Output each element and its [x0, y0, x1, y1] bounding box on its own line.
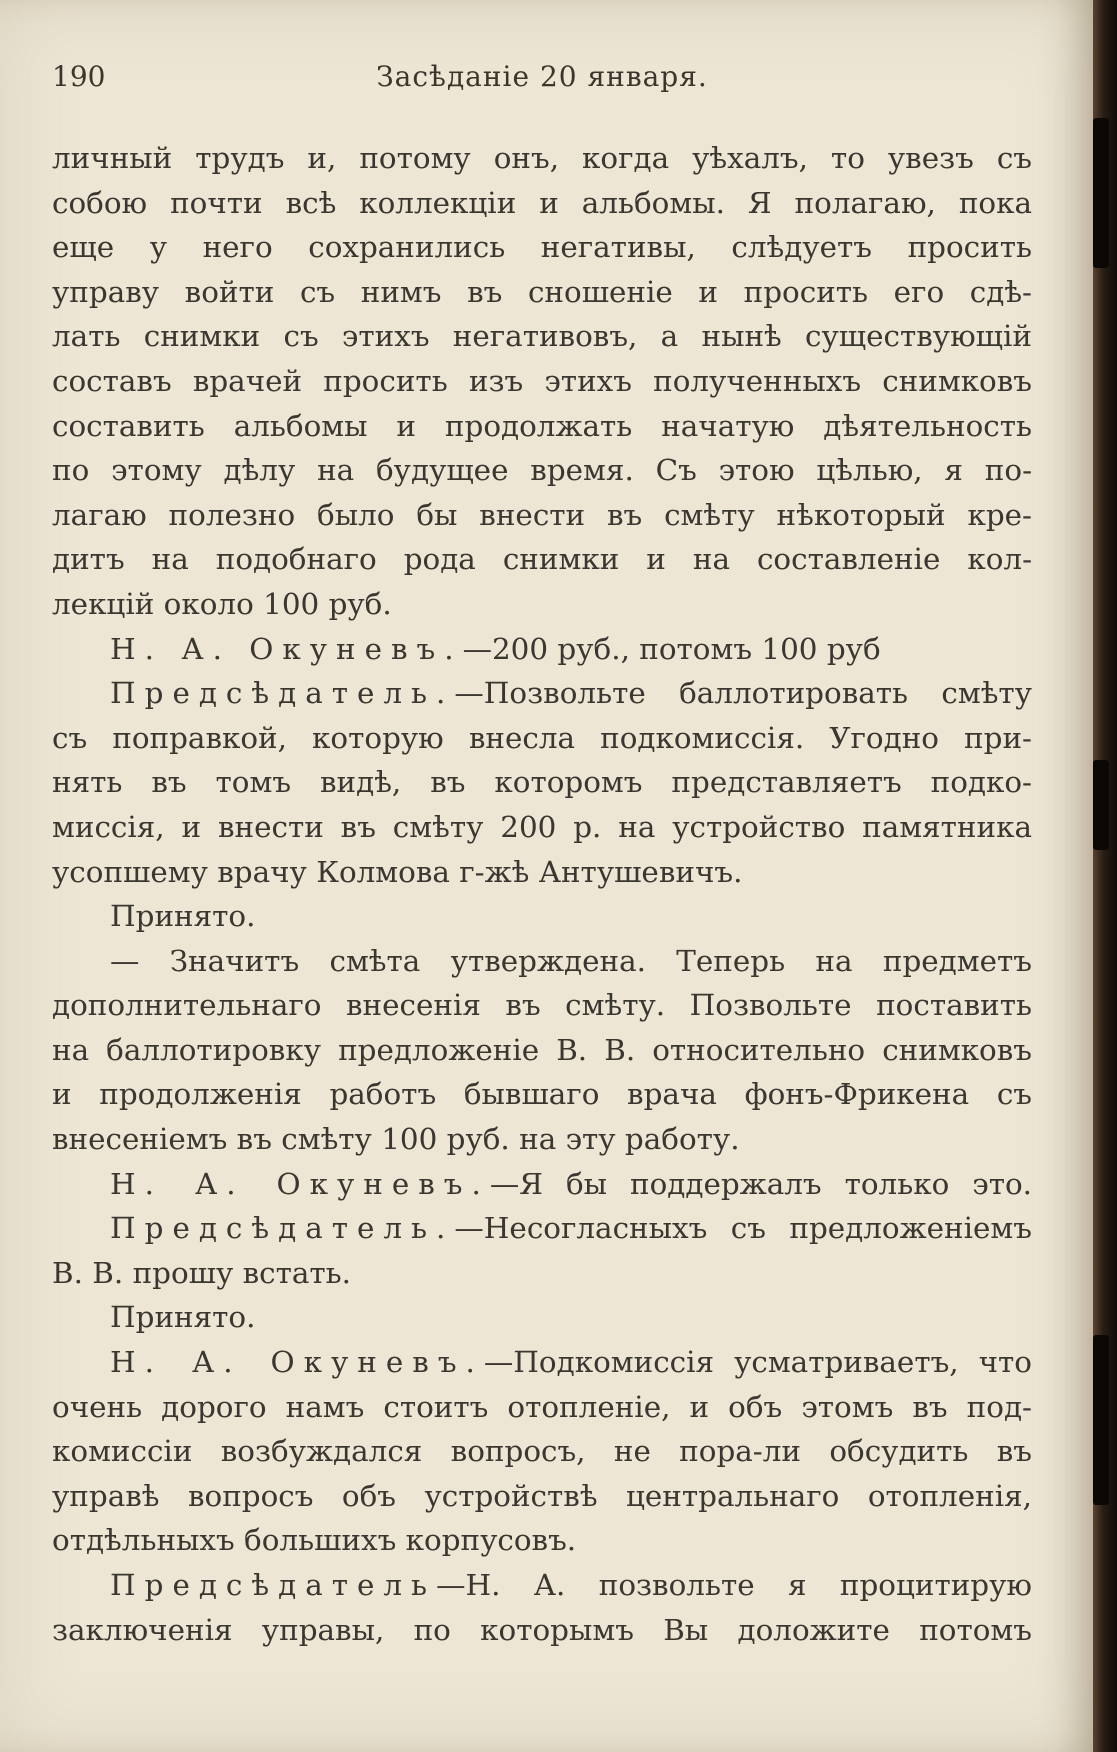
speaker-name: Н. А. Окуневъ.: [110, 631, 463, 666]
text-line: [52, 1028, 1032, 1073]
speaker-line: [52, 1563, 1032, 1608]
line-text: управу войти съ нимъ въ сношеніе и просить его сдѣ-: [52, 274, 1032, 309]
line-text: заключенія управы, по которымъ Вы доложите потомъ: [52, 1612, 1032, 1647]
text-line: [52, 716, 1032, 761]
line-text: —Позвольте баллотировать смѣту: [454, 676, 1032, 711]
line-text: лекцій около 100 руб.: [52, 586, 392, 621]
line-text: собою почти всѣ коллекціи и альбомы. Я полагаю, пока: [52, 185, 1032, 220]
line-text: — Значитъ смѣта утверждена. Теперь на предметъ: [110, 943, 1032, 978]
line-text: на баллотировку предложеніе В. В. относительно снимковъ: [52, 1032, 1032, 1067]
spine-edge: [1093, 118, 1109, 268]
line-text: Принято.: [110, 1300, 256, 1335]
line-text: комиссіи возбуждался вопросъ, не пора-ли обсудить въ: [52, 1434, 1032, 1469]
text-line: [52, 493, 1032, 538]
speaker-name: Предсѣдатель: [110, 1568, 437, 1602]
speaker-name: Н. А. Окуневъ.: [110, 1345, 484, 1380]
running-title: Засѣданіе 20 января.: [376, 60, 708, 93]
text-line: [52, 894, 1032, 939]
text-line: [52, 1474, 1032, 1519]
line-text: —Подкомиссія усматриваетъ, что: [483, 1345, 1032, 1380]
speaker-line: [52, 1162, 1032, 1207]
line-text: —200 руб., потомъ 100 руб: [462, 631, 881, 666]
speaker-line: [52, 627, 1032, 672]
line-text: отдѣльныхъ большихъ корпусовъ.: [52, 1523, 577, 1558]
line-text: составить альбомы и продолжать начатую дѣятельность: [52, 408, 1032, 443]
line-text: съ поправкой, которую внесла подкомиссія. Угодно при-: [52, 720, 1032, 755]
text-line: [52, 359, 1032, 404]
line-text: дополнительнаго внесенія въ смѣту. Позвольте поставить: [52, 988, 1032, 1023]
line-text: личный трудъ и, потому онъ, когда уѣхалъ, то увезъ съ: [52, 141, 1032, 175]
text-line: [52, 1518, 1032, 1563]
text-line: [52, 805, 1032, 850]
text-line: [52, 582, 1032, 627]
text-line: [52, 314, 1032, 359]
speaker-name: Предсѣдатель.: [110, 1211, 455, 1246]
text-line: [52, 225, 1032, 270]
line-text: и продолженія работъ бывшаго врача фонъ-Фрикена съ: [52, 1077, 1032, 1112]
text-line: [52, 136, 1032, 181]
line-text: лагаю полезно было бы внести въ смѣту нѣкоторый кре-: [52, 497, 1032, 532]
line-text: —Я бы поддержалъ только это.: [489, 1166, 1032, 1201]
text-line: [52, 270, 1032, 315]
spine-edge: [1093, 1335, 1109, 1505]
text-line: [52, 537, 1032, 582]
text-line: [52, 181, 1032, 226]
body-text: [52, 136, 1032, 1652]
text-line: [52, 404, 1032, 449]
book-spine: [1093, 0, 1117, 1752]
text-line: [52, 1251, 1032, 1296]
line-text: миссія, и внести въ смѣту 200 р. на устройство памятника: [52, 809, 1032, 844]
text-line: [52, 850, 1032, 895]
text-line: [52, 939, 1032, 984]
line-text: еще у него сохранились негативы, слѣдуетъ просить: [52, 230, 1032, 265]
page-header: [52, 60, 1032, 100]
line-text: —Н. А. позвольте я процитирую: [436, 1568, 1032, 1602]
text-line: [52, 1385, 1032, 1430]
speaker-line: [52, 1340, 1032, 1385]
text-line: [52, 448, 1032, 493]
speaker-line: [52, 671, 1032, 716]
speaker-line: [52, 1206, 1032, 1251]
text-line: [52, 1117, 1032, 1162]
line-text: —Несогласныхъ съ предложеніемъ: [454, 1211, 1032, 1246]
speaker-name: Предсѣдатель.: [110, 676, 455, 711]
text-line: [52, 760, 1032, 805]
text-line: [52, 983, 1032, 1028]
text-line: [52, 1072, 1032, 1117]
line-text: лать снимки съ этихъ негативовъ, а нынѣ существующій: [52, 319, 1032, 354]
page-number: 190: [52, 60, 106, 93]
line-text: управѣ вопросъ объ устройствѣ центральнаго отопленія,: [52, 1478, 1032, 1513]
line-text: по этому дѣлу на будущее время. Съ этою цѣлью, я по-: [52, 453, 1032, 488]
text-line: [52, 1429, 1032, 1474]
line-text: составъ врачей просить изъ этихъ полученныхъ снимковъ: [52, 363, 1032, 398]
line-text: усопшему врачу Колмова г-жѣ Антушевичъ.: [52, 854, 743, 889]
line-text: внесеніемъ въ смѣту 100 руб. на эту работу.: [52, 1122, 740, 1157]
text-line: [52, 1608, 1032, 1653]
line-text: дитъ на подобнаго рода снимки и на составленіе кол-: [52, 542, 1032, 577]
line-text: нять въ томъ видѣ, въ которомъ представляетъ подко-: [52, 765, 1032, 800]
line-text: Принято.: [110, 899, 256, 934]
speaker-name: Н. А. Окуневъ.: [110, 1166, 490, 1201]
line-text: очень дорого намъ стоитъ отопленіе, и объ этомъ въ под-: [52, 1389, 1032, 1424]
text-line: [52, 1295, 1032, 1340]
spine-edge: [1093, 760, 1109, 850]
line-text: В. В. прошу встать.: [52, 1255, 352, 1290]
